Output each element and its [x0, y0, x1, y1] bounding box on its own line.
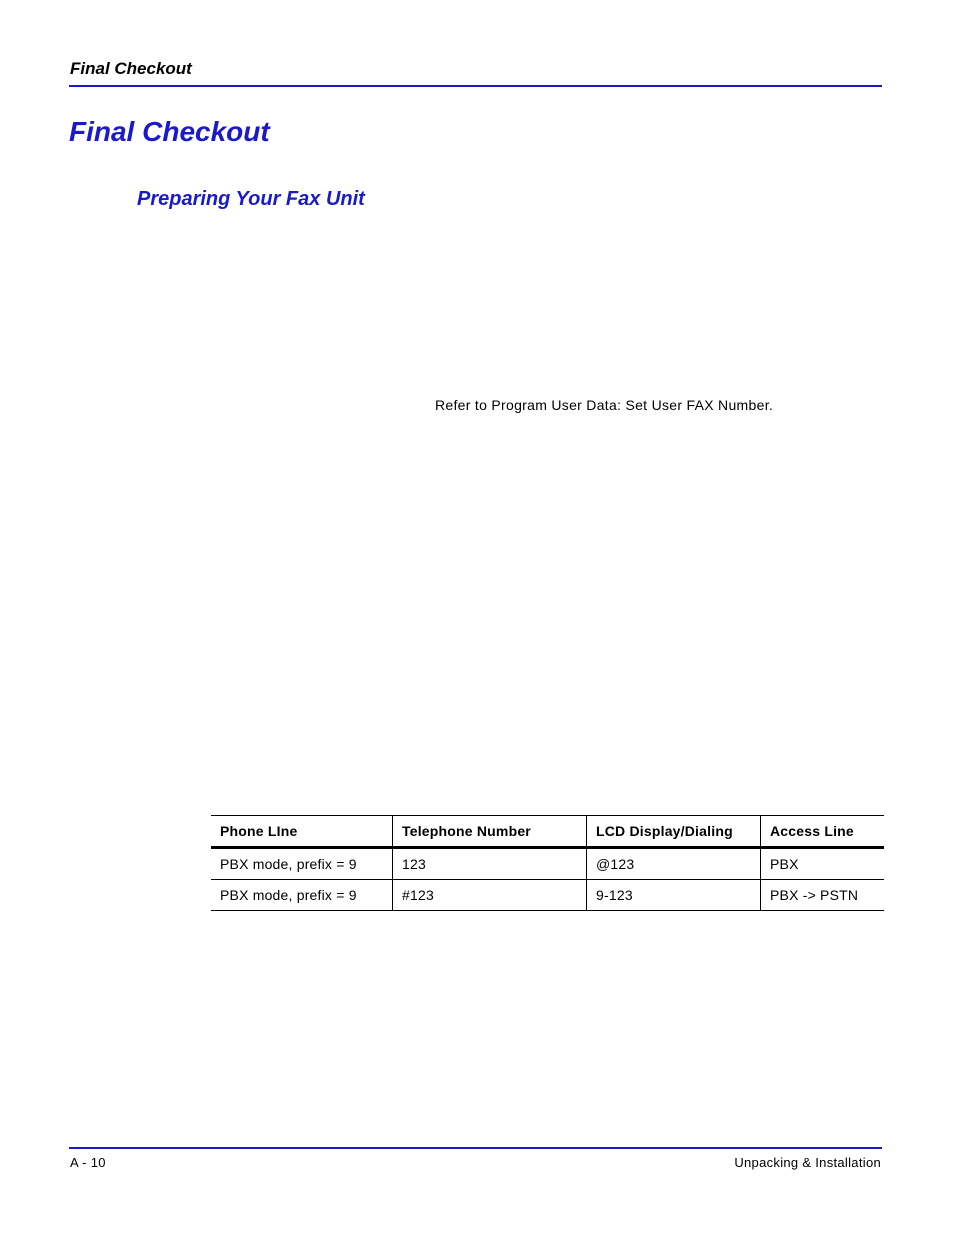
column-header-phone-line: Phone LIne	[211, 816, 393, 848]
table-cell: 123	[393, 848, 587, 880]
column-header-access-line: Access Line	[761, 816, 885, 848]
table-cell: PBX	[761, 848, 885, 880]
running-header: Final Checkout	[70, 59, 192, 78]
table-header-row	[211, 816, 884, 848]
dialing-prefix-table	[211, 815, 884, 911]
table-cell: PBX -> PSTN	[761, 880, 885, 911]
refer-text: Refer to Program User Data: Set User FAX Number.	[435, 397, 774, 413]
page-title: Final Checkout	[69, 116, 270, 147]
header-rule	[69, 85, 882, 87]
column-header-telephone-number: Telephone Number	[393, 816, 587, 848]
chapter-name: Unpacking & Installation	[734, 1155, 881, 1170]
section-title: Preparing Your Fax Unit	[137, 188, 365, 210]
table-cell: #123	[393, 880, 587, 911]
footer-rule	[69, 1147, 882, 1149]
table-cell: 9-123	[587, 880, 761, 911]
table-row	[211, 880, 884, 911]
table-cell: PBX mode, prefix = 9	[211, 880, 393, 911]
page-number: A - 10	[70, 1155, 106, 1170]
table-cell: @123	[587, 848, 761, 880]
table-row	[211, 848, 884, 880]
column-header-lcd-display: LCD Display/Dialing	[587, 816, 761, 848]
table-cell: PBX mode, prefix = 9	[211, 848, 393, 880]
